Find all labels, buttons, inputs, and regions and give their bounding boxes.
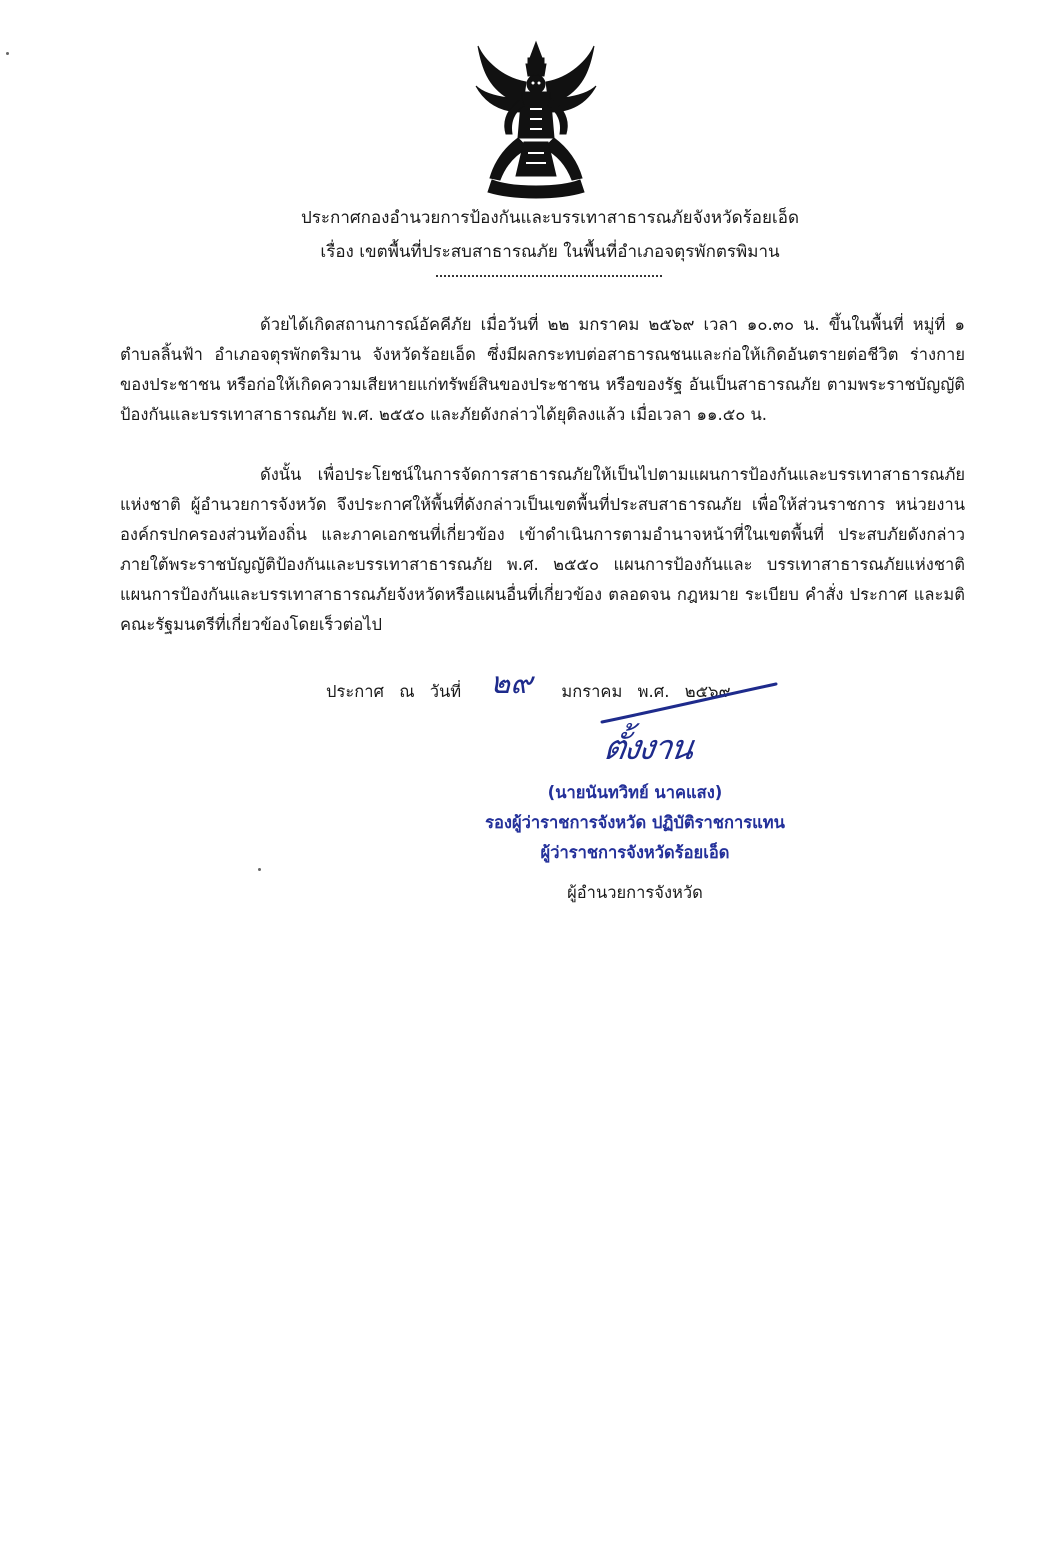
- announce-month: มกราคม: [561, 682, 623, 701]
- scan-speck: [6, 52, 9, 55]
- garuda-emblem: [472, 38, 600, 200]
- body-paragraph-2: [120, 460, 965, 640]
- announce-at: ณ: [399, 682, 415, 701]
- signer-position-line-2: ผู้ว่าราชการจังหวัดร้อยเอ็ด: [540, 843, 730, 862]
- announcement-title: ประกาศกองอำนวยการป้องกันและบรรเทาสาธารณภัยจังหวัดร้อยเอ็ด: [300, 208, 799, 228]
- signer-name: (นายนันทวิทย์ นาคแสง): [547, 783, 723, 802]
- scan-speck: [258, 868, 261, 871]
- announce-day-label: วันที่: [429, 682, 462, 701]
- paragraph-1-text: ด้วยได้เกิดสถานการณ์อัคคีภัย เมื่อวันที่ ๒๒ มกราคม ๒๕๖๙ เวลา ๑๐.๓๐ น. ขึ้นในพื้นที่ หมู่ที่ ๑ ตำบลลิ้นฟ้า อำเภอจตุรพักตริมาน จังหวัดร้อยเอ็ด ซึ่งมีผลกระทบต่อสาธารณชนและก่อให้เกิดอันตรายต่อชีวิต ร่างกายของประชาชน หรือก่อให้เกิดความเสียหายแก่ทรัพย์สินของประชาชน หรือของรัฐ อันเป็นสาธารณภัย ตามพระราชบัญญัติป้องกันและบรรเทาสาธารณภัย พ.ศ. ๒๕๕๐ และภัยดังกล่าวได้ยุติลงแล้ว เมื่อเวลา ๑๑.๕๐ น.: [120, 315, 965, 424]
- signer-role: ผู้อำนวยการจังหวัด: [567, 883, 703, 902]
- announce-prefix: ประกาศ: [326, 682, 384, 701]
- signer-position-line-1: รองผู้ว่าราชการจังหวัด ปฏิบัติราชการแทน: [485, 813, 785, 832]
- announce-era: พ.ศ.: [637, 682, 670, 701]
- announce-year: ๒๕๖๙: [684, 682, 731, 701]
- body-paragraph-1: [120, 310, 965, 430]
- handwritten-day: ๒๙: [490, 666, 533, 701]
- handwritten-signature: ตั้งงาน: [601, 728, 695, 768]
- paragraph-2-text: ดังนั้น เพื่อประโยชน์ในการจัดการสาธารณภัยให้เป็นไปตามแผนการป้องกันและบรรเทาสาธารณภัย แห่งชาติ ผู้อำนวยการจังหวัด จึงประกาศให้พื้นที่ดังกล่าวเป็นเขตพื้นที่ประสบสาธารณภัย เพื่อให้ส่วนราชการ หน่วยงาน องค์กรปกครองส่วนท้องถิ่น และภาคเอกชนที่เกี่ยวข้อง เข้าดำเนินการตามอำนาจหน้าที่ในเขตพื้นที่ ประสบภัยดังกล่าว ภายใต้พระราชบัญญัติป้องกันและบรรเทาสาธารณภัย พ.ศ. ๒๕๕๐ แผนการป้องกันและ บรรเทาสาธารณภัยแห่งชาติ แผนการป้องกันและบรรเทาสาธารณภัยจังหวัดหรือแผนอื่นที่เกี่ยวข้อง ตลอดจน กฎหมาย ระเบียบ คำสั่ง ประกาศ และมติคณะรัฐมนตรีที่เกี่ยวข้องโดยเร็วต่อไป: [120, 465, 965, 634]
- title-separator: [436, 275, 662, 277]
- announcement-subject: เรื่อง เขตพื้นที่ประสบสาธารณภัย ในพื้นที่อำเภอจตุรพักตรพิมาน: [320, 242, 780, 262]
